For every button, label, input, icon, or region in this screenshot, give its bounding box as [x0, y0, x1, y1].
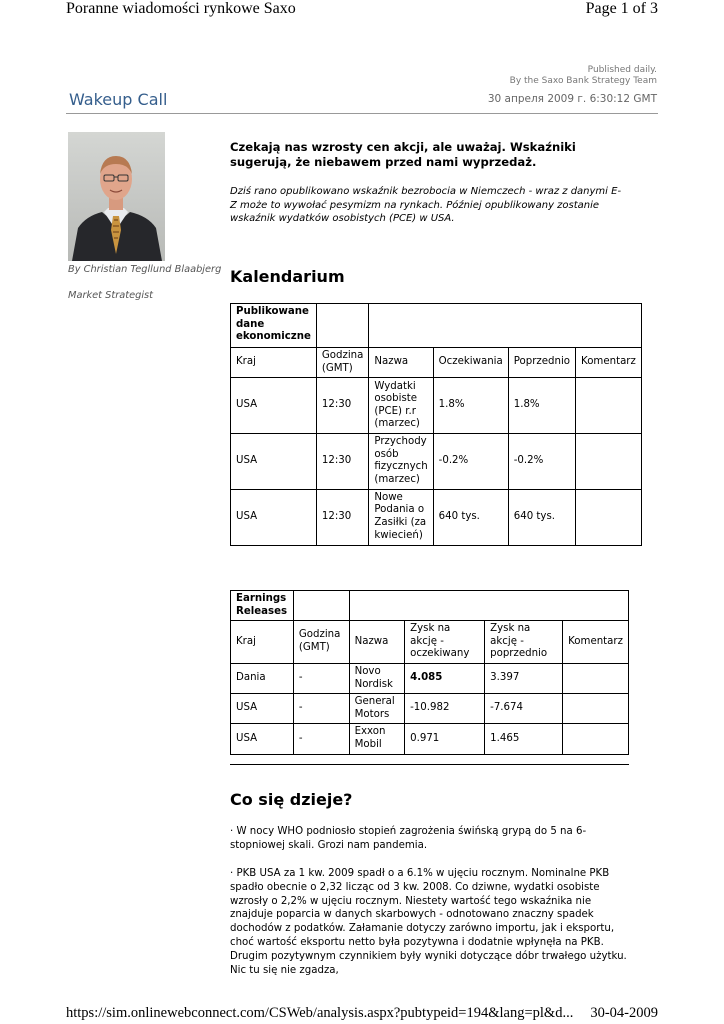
table-cell: USA	[231, 434, 317, 489]
table-cell	[576, 378, 642, 434]
column-header: Godzina (GMT)	[316, 348, 368, 378]
table-header-row	[231, 348, 642, 378]
table-cell: 1.465	[485, 724, 563, 754]
table-cell: -7.674	[485, 694, 563, 724]
table-caption: Publikowane dane ekonomiczne	[231, 304, 317, 348]
author-role: Market Strategist	[68, 290, 153, 301]
column-header: Oczekiwania	[433, 348, 508, 378]
table-cell: 12:30	[316, 489, 368, 545]
publish-date: 30 апреля 2009 г. 6:30:12 GMT	[487, 93, 657, 105]
table-header-row	[231, 621, 629, 664]
table-cell	[563, 724, 629, 754]
table-cell: 1.8%	[433, 378, 508, 434]
print-footer-date: 30-04-2009	[590, 1005, 658, 1021]
print-header-page: Page 1 of 3	[585, 0, 658, 17]
table-cell: USA	[231, 378, 317, 434]
table-cell: 4.085	[405, 663, 485, 693]
table-cell	[349, 591, 628, 621]
news-paragraph: · W nocy WHO podniosło stopień zagrożenia świńską grypą do 5 na 6-stopniowej skali. Grozi nam pandemia.	[230, 826, 587, 851]
table-cell: 0.971	[405, 724, 485, 754]
column-header: Komentarz	[563, 621, 629, 664]
intro-paragraph: Dziś rano opublikowano wskaźnik bezrobocia w Niemczech - wraz z danymi E-Z może to wywołać pesymizm na rynkach. Później opublikowany zostanie wskaźnik wydatków osobistych (PCE) w USA.	[230, 186, 622, 224]
column-header: Poprzednio	[508, 348, 575, 378]
print-header-title: Poranne wiadomości rynkowe Saxo	[66, 0, 296, 17]
table-cell: 1.8%	[508, 378, 575, 434]
column-header: Kraj	[231, 621, 294, 664]
table-cell: Przychody osób fizycznych (marzec)	[369, 434, 433, 489]
author-photo	[68, 132, 165, 261]
published-note	[510, 65, 657, 87]
news-heading: Co się dzieje?	[230, 790, 353, 809]
economic-calendar-table	[230, 303, 642, 546]
page-title: Wakeup Call	[69, 90, 168, 109]
table-cell: USA	[231, 489, 317, 545]
table-row	[231, 694, 629, 724]
table-cell: -0.2%	[433, 434, 508, 489]
table-caption-row	[231, 591, 629, 621]
table-cell: -	[293, 694, 349, 724]
table-cell	[576, 434, 642, 489]
print-footer-url: https://sim.onlinewebconnect.com/CSWeb/analysis.aspx?pubtypeid=194&lang=pl&d...	[66, 1005, 574, 1021]
table-cell	[576, 489, 642, 545]
calendar-heading: Kalendarium	[230, 267, 345, 286]
table-cell: Dania	[231, 663, 294, 693]
table-cell: 12:30	[316, 378, 368, 434]
table-cell: 640 tys.	[508, 489, 575, 545]
table-row	[231, 724, 629, 754]
author-name: By Christian Tegllund Blaabjerg	[68, 264, 222, 275]
table-cell: USA	[231, 724, 294, 754]
table-cell: 640 tys.	[433, 489, 508, 545]
table-cell: -10.982	[405, 694, 485, 724]
table-cell: Exxon Mobil	[349, 724, 405, 754]
earnings-releases-table	[230, 590, 629, 755]
table-row	[231, 663, 629, 693]
table-cell	[563, 663, 629, 693]
news-paragraph: · PKB USA za 1 kw. 2009 spadł o a 6.1% w ujęciu rocznym. Nominalne PKB spadło obecnie o 2,32 licząc od 3 kw. 2008. Co dziwne, wydatki osobiste wzrosły o 2,2% w ujęciu rocznym. Niestety wartość tego wskaźnika nie znajduje poparcia w danych skarbowych - odnotowano znaczny spadek dochodów z podatków. Załamanie dotyczy zarówno importu, jak i eksportu, choć wartość eksportu netto była pozytywna i dodatnie wpłynęła na PKB. Drugim pozytywnym czynnikiem były wyniki dotyczące dóbr trwałego użytku. Nic tu się nie zgadza,	[230, 868, 627, 976]
table-cell	[316, 304, 368, 348]
table-caption-row	[231, 304, 642, 348]
table-cell: USA	[231, 694, 294, 724]
column-header: Zysk na akcję - poprzednio	[485, 621, 563, 664]
table-cell: 3.397	[485, 663, 563, 693]
column-header: Nazwa	[349, 621, 405, 664]
table-cell: Novo Nordisk	[349, 663, 405, 693]
table-cell: Nowe Podania o Zasiłki (za kwiecień)	[369, 489, 433, 545]
table-cell: -0.2%	[508, 434, 575, 489]
table-cell	[293, 591, 349, 621]
table-cell: 12:30	[316, 434, 368, 489]
table-cell: General Motors	[349, 694, 405, 724]
table-cell: Wydatki osobiste (PCE) r.r (marzec)	[369, 378, 433, 434]
section-divider	[230, 764, 629, 765]
published-team: By the Saxo Bank Strategy Team	[509, 76, 657, 86]
table-cell	[369, 304, 641, 348]
table-row	[231, 489, 642, 545]
table-row	[231, 434, 642, 489]
column-header: Godzina (GMT)	[293, 621, 349, 664]
column-header: Zysk na akcję - oczekiwany	[405, 621, 485, 664]
table-caption: Earnings Releases	[231, 591, 294, 621]
published-line: Published daily.	[587, 65, 657, 75]
header-divider	[66, 113, 658, 114]
lead-headline: Czekają nas wzrosty cen akcji, ale uważaj. Wskaźniki sugerują, że niebawem przed nami wyprzedaż.	[230, 140, 576, 169]
table-cell: -	[293, 724, 349, 754]
column-header: Nazwa	[369, 348, 433, 378]
table-cell	[563, 694, 629, 724]
column-header: Kraj	[231, 348, 317, 378]
table-row	[231, 378, 642, 434]
column-header: Komentarz	[576, 348, 642, 378]
table-cell: -	[293, 663, 349, 693]
